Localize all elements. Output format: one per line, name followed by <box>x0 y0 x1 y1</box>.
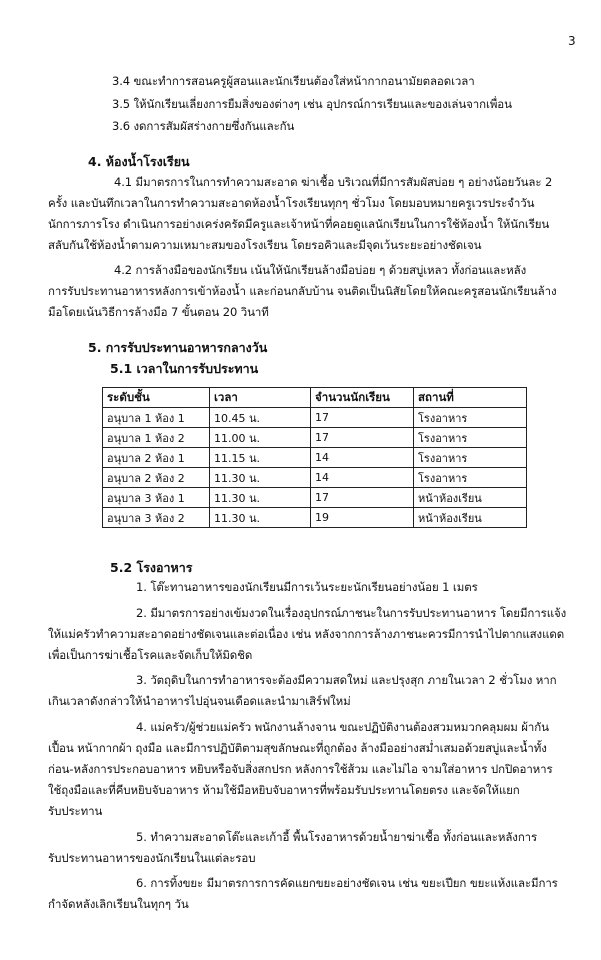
cell-level: อนุบาล 3 ห้อง 2 <box>103 508 210 528</box>
cell-location: โรงอาหาร <box>414 428 527 448</box>
canteen-item-line: ก่อน-หลังการประกอบอาหาร หยิบหรือจับสิ่งสกปรก หลังการใช้ส้วม และไม่ไอ จามใส่อาหาร ปกปิดอาหาร <box>48 762 553 776</box>
table-row <box>103 408 527 428</box>
lunch-schedule-table <box>102 387 527 528</box>
table-header-row <box>103 388 527 408</box>
subsection-5-2-heading: 5.2 โรงอาหาร <box>110 560 193 575</box>
cell-location: หน้าห้องเรียน <box>414 508 527 528</box>
cell-student-count: 19 <box>311 508 414 528</box>
table-row <box>103 508 527 528</box>
col-header-student-count: จำนวนนักเรียน <box>311 388 414 408</box>
cell-location: หน้าห้องเรียน <box>414 488 527 508</box>
section-5-heading: 5. การรับประทานอาหารกลางวัน <box>88 340 268 355</box>
table-row <box>103 488 527 508</box>
cell-time: 11.15 น. <box>210 448 311 468</box>
cell-location: โรงอาหาร <box>414 448 527 468</box>
paragraph-4-1-line: ครั้ง และบันทึกเวลาในการทำความสะอาดห้องน้ำโรงเรียนทุกๆ ชั่วโมง โดยมอบหมายครูเวรประจำวัน <box>48 196 535 210</box>
cell-time: 11.30 น. <box>210 488 311 508</box>
col-header-time: เวลา <box>210 388 311 408</box>
canteen-item-line: รับประทาน <box>48 804 103 818</box>
cell-level: อนุบาล 1 ห้อง 2 <box>103 428 210 448</box>
cell-student-count: 17 <box>311 428 414 448</box>
item-3-4: 3.4 ขณะทำการสอนครูผู้สอนและนักเรียนต้องใส่หน้ากากอนามัยตลอดเวลา <box>112 74 475 88</box>
cell-location: โรงอาหาร <box>414 468 527 488</box>
canteen-item-line: 2. มีมาตรการอย่างเข้มงวดในเรื่องอุปกรณ์ภาชนะในการรับประทานอาหาร โดยมีการแจ้ง <box>136 606 567 620</box>
cell-level: อนุบาล 2 ห้อง 2 <box>103 468 210 488</box>
paragraph-4-2-line: 4.2 การล้างมือของนักเรียน เน้นให้นักเรียนล้างมือบ่อย ๆ ด้วยสบู่เหลว ทั้งก่อนและหลัง <box>114 263 527 277</box>
item-3-5: 3.5 ให้นักเรียนเลี่ยงการยืมสิ่งของต่างๆ เช่น อุปกรณ์การเรียนและของเล่นจากเพื่อน <box>112 97 512 111</box>
paragraph-4-1-line: สลับกันใช้ห้องน้ำตามความเหมาะสมของโรงเรียน โดยรอคิวและมีจุดเว้นระยะอย่างชัดเจน <box>48 238 482 252</box>
section-4-heading: 4. ห้องน้ำโรงเรียน <box>88 154 190 169</box>
cell-level: อนุบาล 2 ห้อง 1 <box>103 448 210 468</box>
cell-student-count: 14 <box>311 448 414 468</box>
subsection-5-1-heading: 5.1 เวลาในการรับประทาน <box>110 361 259 376</box>
table-row <box>103 468 527 488</box>
page-number: 3 <box>568 34 576 48</box>
paragraph-4-1-line: 4.1 มีมาตรการในการทำความสะอาด ฆ่าเชื้อ บริเวณที่มีการสัมผัสบ่อย ๆ อย่างน้อยวันละ 2 <box>114 175 553 189</box>
cell-time: 11.30 น. <box>210 508 311 528</box>
table-row <box>103 448 527 468</box>
paragraph-4-2-line: มือโดยเน้นวิธีการล้างมือ 7 ขั้นตอน 20 วินาที <box>48 305 269 319</box>
cell-level: อนุบาล 3 ห้อง 1 <box>103 488 210 508</box>
table-row <box>103 428 527 448</box>
canteen-item-line: 5. ทำความสะอาดโต๊ะและเก้าอี้ พื้นโรงอาหารด้วยน้ำยาฆ่าเชื้อ ทั้งก่อนและหลังการ <box>136 830 538 844</box>
canteen-item-line: เกินเวลาดังกล่าวให้นำอาหารไปอุ่นจนเดือดและนำมาเสิร์ฟใหม่ <box>48 694 351 708</box>
cell-time: 11.30 น. <box>210 468 311 488</box>
canteen-item-line: 3. วัตถุดิบในการทำอาหารจะต้องมีความสดใหม่ และปรุงสุก ภายในเวลา 2 ชั่วโมง หาก <box>136 673 557 687</box>
cell-time: 10.45 น. <box>210 408 311 428</box>
item-3-6: 3.6 งดการสัมผัสร่างกายซึ่งกันและกัน <box>112 119 295 133</box>
canteen-item-line: 1. โต๊ะทานอาหารของนักเรียนมีการเว้นระยะนักเรียนอย่างน้อย 1 เมตร <box>136 580 478 594</box>
col-header-level: ระดับชั้น <box>103 388 210 408</box>
canteen-item-line: กำจัดหลังเลิกเรียนในทุกๆ วัน <box>48 897 189 911</box>
cell-student-count: 14 <box>311 468 414 488</box>
canteen-item-line: รับประทานอาหารของนักเรียนในแต่ละรอบ <box>48 851 256 865</box>
canteen-item-line: ให้แม่ครัวทำความสะอาดอย่างชัดเจนและต่อเนื่อง เช่น หลังจากการล้างภาชนะควรมีการนำไปตากแสงแดด <box>48 627 565 641</box>
canteen-item-line: 6. การทิ้งขยะ มีมาตรการการคัดแยกขยะอย่างชัดเจน เช่น ขยะเปียก ขยะแห้งและมีการ <box>136 876 558 890</box>
paragraph-4-2-line: การรับประทานอาหารหลังการเข้าห้องน้ำ และก่อนกลับบ้าน จนติดเป็นนิสัยโดยให้คณะครูสอนนักเรียนล้าง <box>48 284 557 298</box>
canteen-item-line: เพื่อเป็นการฆ่าเชื้อโรคและจัดเก็บให้มิดชิด <box>48 648 253 662</box>
canteen-item-line: เปื้อน หน้ากากผ้า ถุงมือ และมีการปฏิบัติตามสุขลักษณะที่ถูกต้อง ล้างมืออย่างสม่ำเสมอด้วยสบู่และน้ำทั้ง <box>48 741 547 755</box>
paragraph-4-1-line: นักการภารโรง ดำเนินการอย่างเคร่งครัดมีครูและเจ้าหน้าที่คอยดูแลนักเรียนในการใช้ห้องน้ำ ให้นักเรียน <box>48 217 550 231</box>
cell-student-count: 17 <box>311 408 414 428</box>
canteen-item-line: 4. แม่ครัว/ผู้ช่วยแม่ครัว พนักงานล้างจาน ขณะปฏิบัติงานต้องสวมหมวกคลุมผม ผ้ากัน <box>136 720 549 734</box>
cell-student-count: 17 <box>311 488 414 508</box>
canteen-item-line: ใช้ถุงมือและที่คีบหยิบจับอาหาร ห้ามใช้มือหยิบจับอาหารที่พร้อมรับประทานโดยตรง และจัดให้แยก <box>48 783 520 797</box>
cell-level: อนุบาล 1 ห้อง 1 <box>103 408 210 428</box>
col-header-location: สถานที่ <box>414 388 527 408</box>
cell-time: 11.00 น. <box>210 428 311 448</box>
cell-location: โรงอาหาร <box>414 408 527 428</box>
